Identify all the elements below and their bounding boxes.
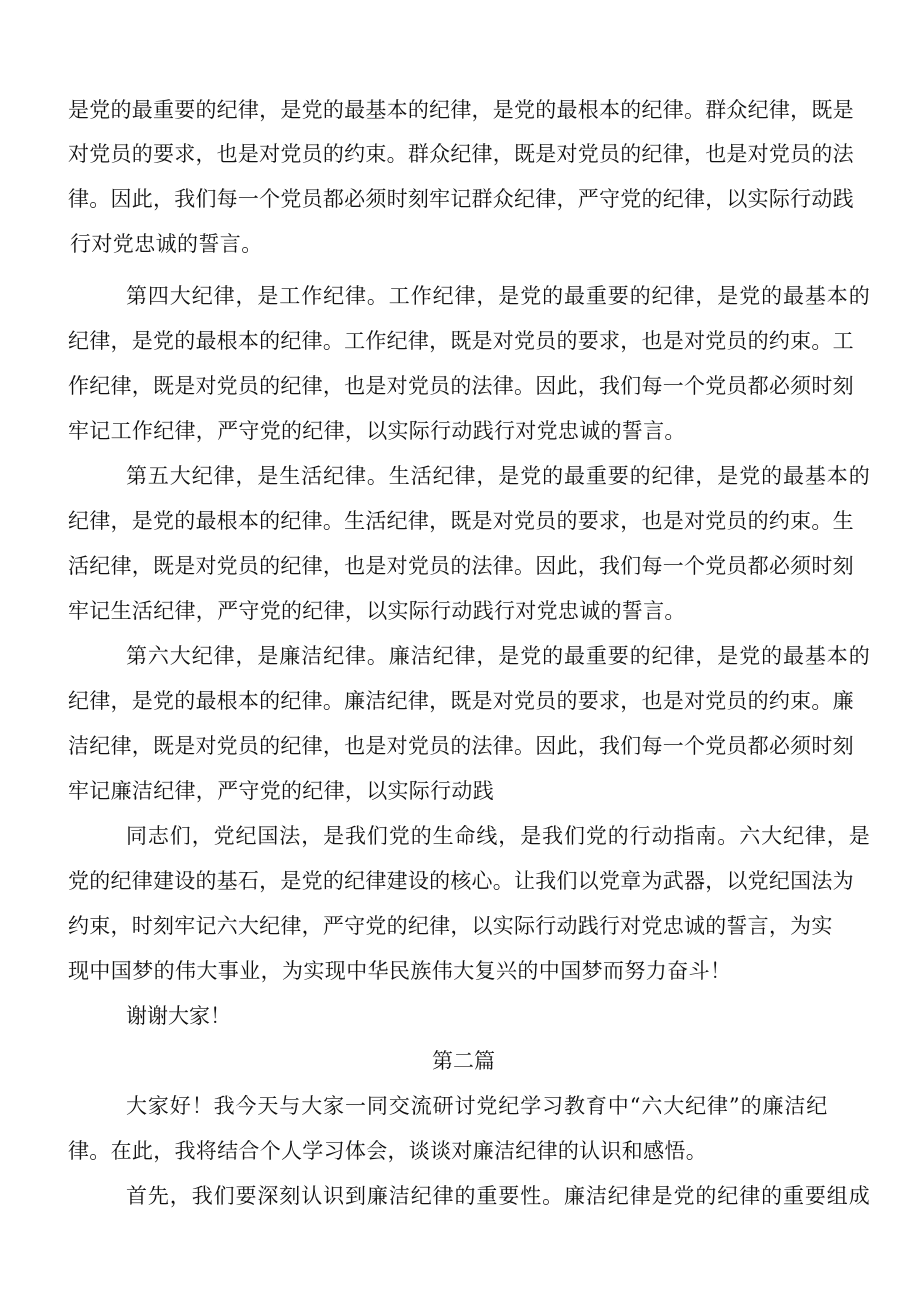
text-line: 牢记工作纪律，严守党的纪律，以实际行动践行对党忠诚的誓言。 — [68, 419, 686, 443]
text-line: 作纪律，既是对党员的纪律，也是对党员的法律。因此，我们每一个党员都必须时刻 — [68, 374, 854, 398]
text-line: 律。因此，我们每一个党员都必须时刻牢记群众纪律，严守党的纪律，以实际行动践 — [68, 187, 854, 211]
text-line: 是党的最重要的纪律，是党的最基本的纪律，是党的最根本的纪律。群众纪律，既是 — [68, 98, 854, 122]
paragraph-first-line: 第五大纪律，是生活纪律。生活纪律，是党的最重要的纪律，是党的最基本的 — [126, 464, 871, 488]
text-line: 牢记廉洁纪律，严守党的纪律，以实际行动践 — [68, 779, 494, 803]
closing-thanks: 谢谢大家！ — [126, 1004, 231, 1028]
paragraph-first-line: 同志们，党纪国法，是我们党的生命线，是我们党的行动指南。六大纪律，是 — [126, 824, 871, 848]
text-line: 党的纪律建设的基石，是党的纪律建设的核心。让我们以党章为武器，以党纪国法为 — [68, 869, 854, 893]
paragraph-first-line: 第四大纪律，是工作纪律。工作纪律，是党的最重要的纪律，是党的最基本的 — [126, 284, 871, 308]
text-line: 纪律，是党的最根本的纪律。生活纪律，既是对党员的要求，也是对党员的约束。生 — [68, 509, 854, 533]
paragraph-first-line: 大家好！我今天与大家一同交流研讨党纪学习教育中“六大纪律”的廉洁纪 — [126, 1094, 829, 1118]
paragraph-first-line: 首先，我们要深刻认识到廉洁纪律的重要性。廉洁纪律是党的纪律的重要组成 — [126, 1184, 871, 1208]
text-line: 纪律，是党的最根本的纪律。廉洁纪律，既是对党员的要求，也是对党员的约束。廉 — [68, 689, 854, 713]
text-line: 现中国梦的伟大事业，为实现中华民族伟大复兴的中国梦而努力奋斗！ — [68, 959, 732, 983]
text-line: 洁纪律，既是对党员的纪律，也是对党员的法律。因此，我们每一个党员都必须时刻 — [68, 734, 854, 758]
text-line: 律。在此，我将结合个人学习体会，谈谈对廉洁纪律的认识和感悟。 — [68, 1139, 707, 1163]
text-line: 牢记生活纪律，严守党的纪律，以实际行动践行对党忠诚的誓言。 — [68, 599, 686, 623]
text-line: 纪律，是党的最根本的纪律。工作纪律，既是对党员的要求，也是对党员的约束。工 — [68, 329, 854, 353]
paragraph-first-line: 第六大纪律，是廉洁纪律。廉洁纪律，是党的最重要的纪律，是党的最基本的 — [126, 644, 871, 668]
text-line: 对党员的要求，也是对党员的约束。群众纪律，既是对党员的纪律，也是对党员的法 — [68, 142, 854, 166]
section-heading: 第二篇 — [432, 1049, 495, 1073]
text-line: 活纪律，既是对党员的纪律，也是对党员的法律。因此，我们每一个党员都必须时刻 — [68, 554, 854, 578]
text-line: 约束，时刻牢记六大纪律，严守党的纪律，以实际行动践行对党忠诚的誓言，为实 — [68, 914, 833, 938]
text-line: 行对党忠诚的誓言。 — [70, 232, 263, 256]
